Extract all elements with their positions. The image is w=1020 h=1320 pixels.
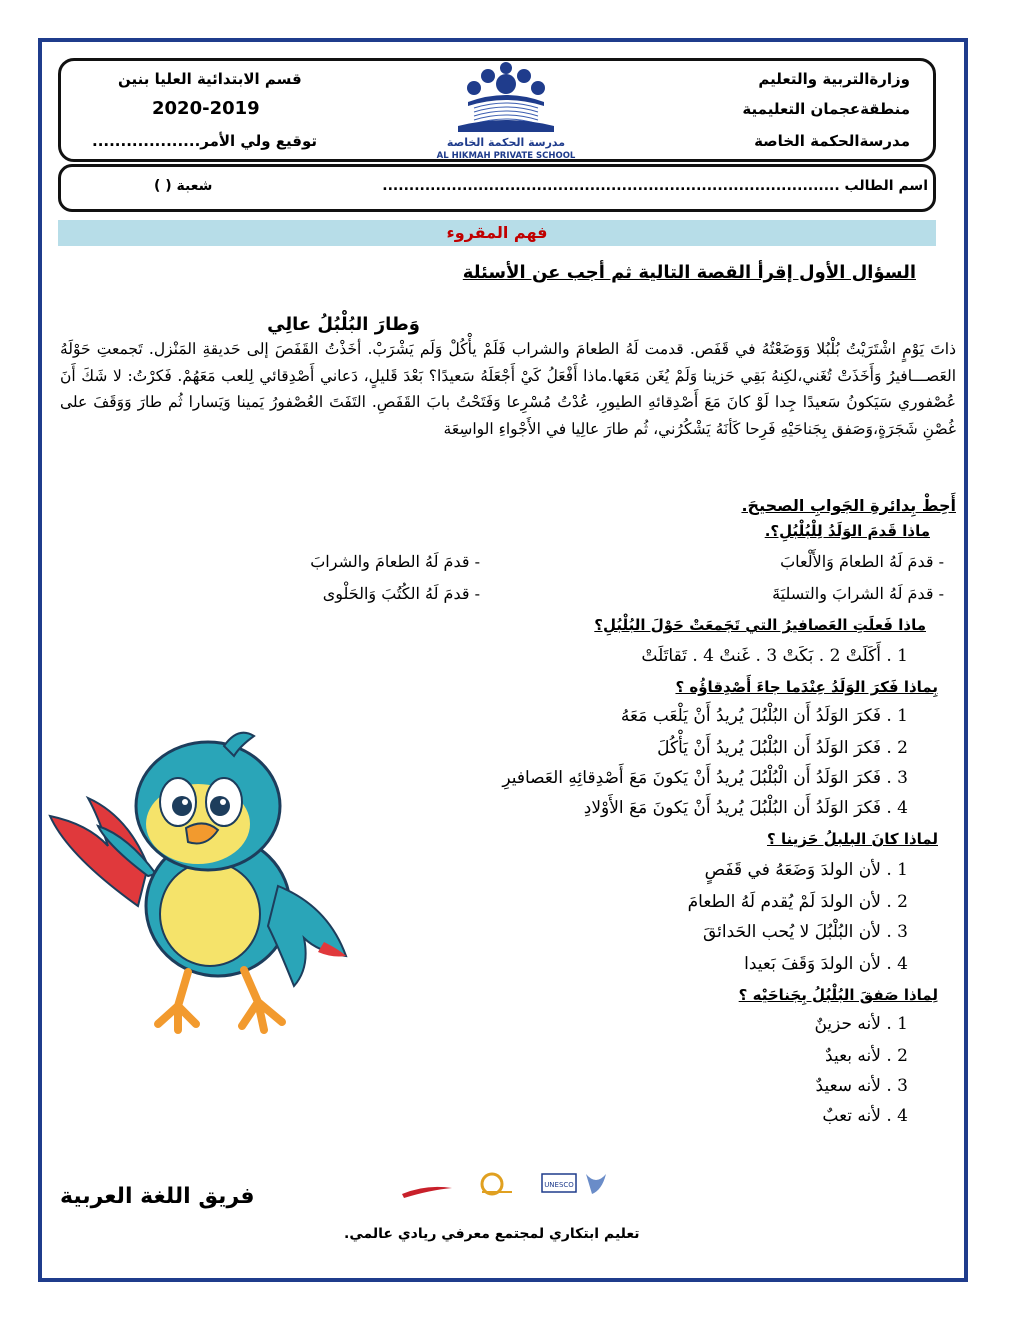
q3-option-3[interactable]: 3 . فَكرَ الوَلَدُ أَن الْبُلْبُلَ يُريدُ أَنْ يَكونَ مَعَ أَصْدِقائِهِ العَصافيرِ <box>502 768 908 788</box>
q1-text: ماذا قَدمَ الوَلَدُ لِلْبُلْبُلِ؟. <box>764 522 930 540</box>
student-name-field[interactable]: اسم الطالب ...................................................................................... <box>382 178 928 194</box>
question1-title: السؤال الأول إقرأ القصة التالية ثم أجب عن الأسئلة <box>462 262 916 283</box>
school-year: 2020-2019 <box>152 98 260 119</box>
story-title: وَطارَ البُلْبُلُ عالِي <box>267 314 420 335</box>
school-label: مدرسةالحكمة الخاصة <box>754 132 910 150</box>
logo-arabic-name: مدرسة الحكمة الخاصة <box>446 136 566 149</box>
department-label: قسم الابتدائية العليا بنين <box>118 70 302 88</box>
instructions: أَحِطْ بِدائرةِ الجَوابِ الصحيحَ. <box>741 496 956 515</box>
school-logo <box>418 62 594 162</box>
q5-option-3[interactable]: 3 . لأنه سعيدٌ <box>815 1076 908 1096</box>
q3-option-1[interactable]: 1 . فَكرَ الوَلَدُ أَن البُلْبُلَ يُريدُ أَنْ يَلْعَب مَعَهُ <box>620 706 908 726</box>
ministry-label: وزارةالتربية والتعليم <box>758 70 910 88</box>
zone-label: منطقةعجمان التعليمية <box>742 100 910 118</box>
q3-option-2[interactable]: 2 . فَكرَ الوَلَدُ أَن البُلْبُلَ يُريدُ أَنْ يَأْكُلَ <box>657 738 908 758</box>
q5-option-1[interactable]: 1 . لأنه حزينٌ <box>814 1014 908 1034</box>
q1-option-d[interactable]: - قدمَ لَهُ الكُتُبَ وَالحَلْوى <box>322 584 480 603</box>
red-swoosh-icon <box>402 1187 452 1198</box>
q4-option-1[interactable]: 1 . لأن الولدَ وَضَعَهُ في قَفَصٍ <box>704 860 908 880</box>
story-text: ذاتَ يَوْمٍ اشْتَرَيْتُ بُلْبُلا وَوَضَعْتُهُ في قَفَص. قدمت لَهُ الطعامَ والشراب فَلَمْ يأْكُلْ وَلَم يَشْرَبْ. أخَذْتُ القَفَصَ إلى حَديقةِ المَنْزل. تَجمعتِ حَوْلَهُ العَصـــافيرُ وَأَخَذَتْ تُغَني،لكِنهُ بَقِي حَزينا وَلَمْ يُغَن مَعَها.ماذا أَفْعَلُ كَيْ أَجْعَلَهُ سَعيدًا؟ بَعْدَ قَليلٍ، دَعاني أَصْدِقائي لِلعب مَعَهُمْ. فَكرْتُ: لا شَكَ أَنَ عُصْفوري سَيَكونُ سَعيدًا جِدا لَوْ كانَ مَعَ أَصْدِقائهِ الطيورِ، عُدْتُ مُسْرِعا وَفَتَحْتُ بابَ القَفَصِ. التَفَتَ العُصْفورُ يَمينا وَيَسارا ثُم طارَ وَوَقَفَ على غُصْنِ شَجَرَةٍ،وَصَفق بِجَناحَيْهِ فَرِحا كَأنَهُ يَشْكُرُني، ثُم طارَ عالِيا في الأَجْواءِ الواسِعَة <box>60 340 956 438</box>
slogan: تعليم ابتكاري لمجتمع معرفي ريادي عالمي. <box>344 1226 640 1242</box>
section-banner <box>58 220 936 246</box>
q5-option-4[interactable]: 4 . لأنه تعبٌ <box>822 1106 908 1126</box>
q1-option-c[interactable]: - قدمَ لَهُ الشرابَ والتسليَةَ <box>772 584 944 603</box>
arabic-team-label: فريق اللغة العربية <box>60 1184 255 1209</box>
section-field[interactable]: شعبة ( ) <box>154 178 213 194</box>
q4-option-3[interactable]: 3 . لأن البُلْبُلَ لا يُحب الحَدائقَ <box>702 922 908 942</box>
q4-text: لماذا كانَ البلبلُ حَزينا ؟ <box>767 830 938 848</box>
unesco-logo-text: UNESCO <box>544 1181 574 1189</box>
partner-leaf-icon <box>586 1174 606 1194</box>
q3-option-4[interactable]: 4 . فَكرَ الوَلَدُ أَن البُلْبُلَ يُريدُ أَنْ يَكونَ مَعَ الأَوْلادِ <box>583 798 908 818</box>
q2-text: ماذا فَعلَتِ العَصافيرُ التي تَجَمعَتْ حَوْلَ البُلْبُلِ؟ <box>594 616 926 634</box>
q5-option-2[interactable]: 2 . لأنه بعيدٌ <box>825 1046 908 1066</box>
q1-option-a[interactable]: - قدمَ لَهُ الطعامَ وَالأَلْعابَ <box>780 552 944 571</box>
q5-text: لِماذا صَفقَ البُلْبُلُ بِجَناحَيْه ؟ <box>738 986 938 1004</box>
q3-text: بِماذا فَكرَ الوَلَدُ عِنْدَما جاءَ أَصْدِقاؤُه ؟ <box>675 678 938 696</box>
q2-options[interactable]: 1 . أَكَلَتْ 2 . بَكَتْ 3 . غَنتْ 4 . تَقاتَلَتْ <box>641 646 908 666</box>
banner-title: فهم المقروء <box>446 223 548 242</box>
parent-signature-label: توقيع ولي الأمر................... <box>92 132 317 150</box>
partner-logos <box>396 1166 636 1206</box>
logo-english-name: AL HIKMAH PRIVATE SCHOOL <box>436 151 576 161</box>
q4-option-2[interactable]: 2 . لأن الولدَ لَمْ يُقدم لَهُ الطعامَ <box>687 892 908 912</box>
bird-illustration <box>28 706 358 1046</box>
q4-option-4[interactable]: 4 . لأن الولدَ وَقَفَ بَعيدا <box>744 954 908 974</box>
q1-option-b[interactable]: - قدمَ لَهُ الطعامَ والشرابَ <box>310 552 480 571</box>
